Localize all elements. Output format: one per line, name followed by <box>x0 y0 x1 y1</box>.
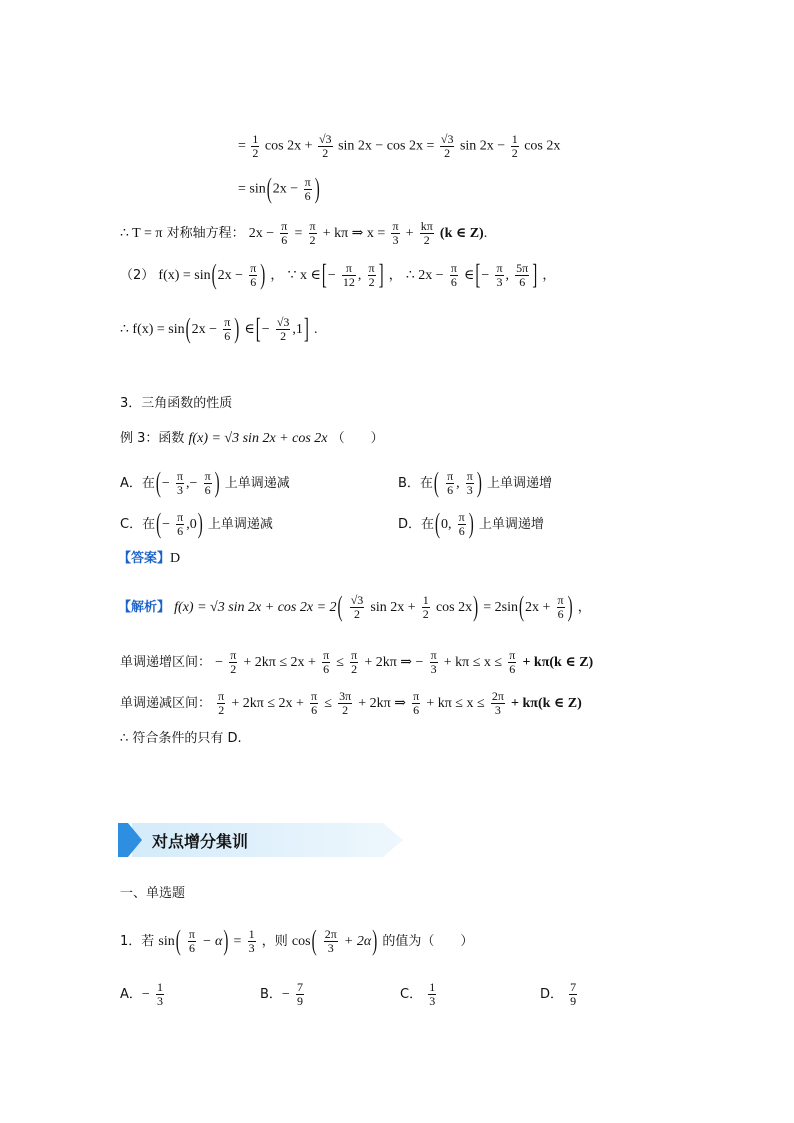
banner-title: 对点增分集训 <box>152 832 249 851</box>
q1-option-d[interactable]: D． $\frac{7}{9}$ <box>540 980 577 1008</box>
part-2-line: （2） f(x) = sin(2x − $\frac{\pi}{6}$ ) ， ∵ x ∈[− $\frac{\pi}{12}$ , $\frac{\pi}{2}$ ] ， ∴ 2x − $\frac{\pi}{6}$ ∈[− $\frac{\pi}{3}$ , $\frac{5\pi}{6}$ ] ， <box>120 260 556 291</box>
q1-option-a[interactable]: A．− $\frac{1}{3}$ <box>120 980 163 1008</box>
fraction: $\frac{1}{2}$ <box>252 132 259 160</box>
q1-option-b[interactable]: B．− $\frac{7}{9}$ <box>260 980 303 1008</box>
question-1: 1．若 sin( $\frac{\pi}{6}$ − α) = $\frac{1}{3}$ ，则 cos( $\frac{2\pi}{3}$ + 2α) 的值为（ ） <box>120 926 474 957</box>
q1-option-c[interactable]: C． $\frac{1}{3}$ <box>400 980 436 1008</box>
fraction: $\frac{1}{2}$ <box>511 132 518 160</box>
conclusion: ∴ 符合条件的只有 D. <box>120 731 242 746</box>
analysis-line: 【解析】 f(x) = √3 sin 2x + cos 2x = 2( $\frac{√3}{2}$ sin 2x + $\frac{1}{2}$ cos 2x) = 2sin(2x + $\frac{\pi}{6}$ ) ， <box>118 592 591 623</box>
option-a[interactable]: A．在(− $\frac{\pi}{3}$ ,− $\frac{\pi}{6}$ ) 上单调递减 <box>120 468 290 499</box>
range-result-line: ∴ f(x) = sin(2x − $\frac{\pi}{6}$ ) ∈[− $\frac{√3}{2}$ ,1] . <box>120 314 318 345</box>
solution-step-2: = sin(2x − $\frac{\pi}{6}$ ) <box>238 174 320 205</box>
subsection-title: 一、单选题 <box>120 886 186 901</box>
section-3-title: 3．三角函数的性质 <box>120 396 233 411</box>
fraction: $\frac{√3}{2}$ <box>440 132 454 160</box>
decreasing-interval-line: 单调递减区间： $\frac{\pi}{2}$ + 2kπ ≤ 2x + $\frac{\pi}{6}$ ≤ $\frac{3\pi}{2}$ + 2kπ ⇒ $\frac{\pi}{6}$ + kπ ≤ x ≤ $\frac{2\pi}{3}$ + kπ(k ∈ Z) <box>120 689 582 717</box>
solution-step-1: = $\frac{1}{2}$ cos 2x + $\frac{√3}{2}$ sin 2x − cos 2x = $\frac{√3}{2}$ sin 2x − $\frac{1}{2}$ cos 2x <box>238 132 561 160</box>
section-banner <box>118 823 403 857</box>
option-d[interactable]: D．在(0, $\frac{\pi}{6}$ ) 上单调递增 <box>398 509 544 540</box>
period-and-axis-line: ∴ T = π 对称轴方程： 2x − $\frac{\pi}{6}$ = $\frac{\pi}{2}$ + kπ ⇒ x = $\frac{\pi}{3}$ + $\frac{k\pi}{2}$ (k ∈ Z). <box>120 219 488 247</box>
increasing-interval-line: 单调递增区间： − $\frac{\pi}{2}$ + 2kπ ≤ 2x + $\frac{\pi}{6}$ ≤ $\frac{\pi}{2}$ + 2kπ ⇒ − $\frac{\pi}{3}$ + kπ ≤ x ≤ $\frac{\pi}{6}$ + kπ(k ∈ Z) <box>120 648 594 676</box>
example-3-question: 例 3：函数 f(x) = √3 sin 2x + cos 2x （ ） <box>120 431 384 446</box>
option-b[interactable]: B．在( $\frac{\pi}{6}$ , $\frac{\pi}{3}$ ) 上单调递增 <box>398 468 552 499</box>
fraction: $\frac{√3}{2}$ <box>318 132 332 160</box>
option-c[interactable]: C．在(− $\frac{\pi}{6}$ ,0) 上单调递减 <box>120 509 273 540</box>
answer-line: 【答案】D <box>118 551 181 566</box>
